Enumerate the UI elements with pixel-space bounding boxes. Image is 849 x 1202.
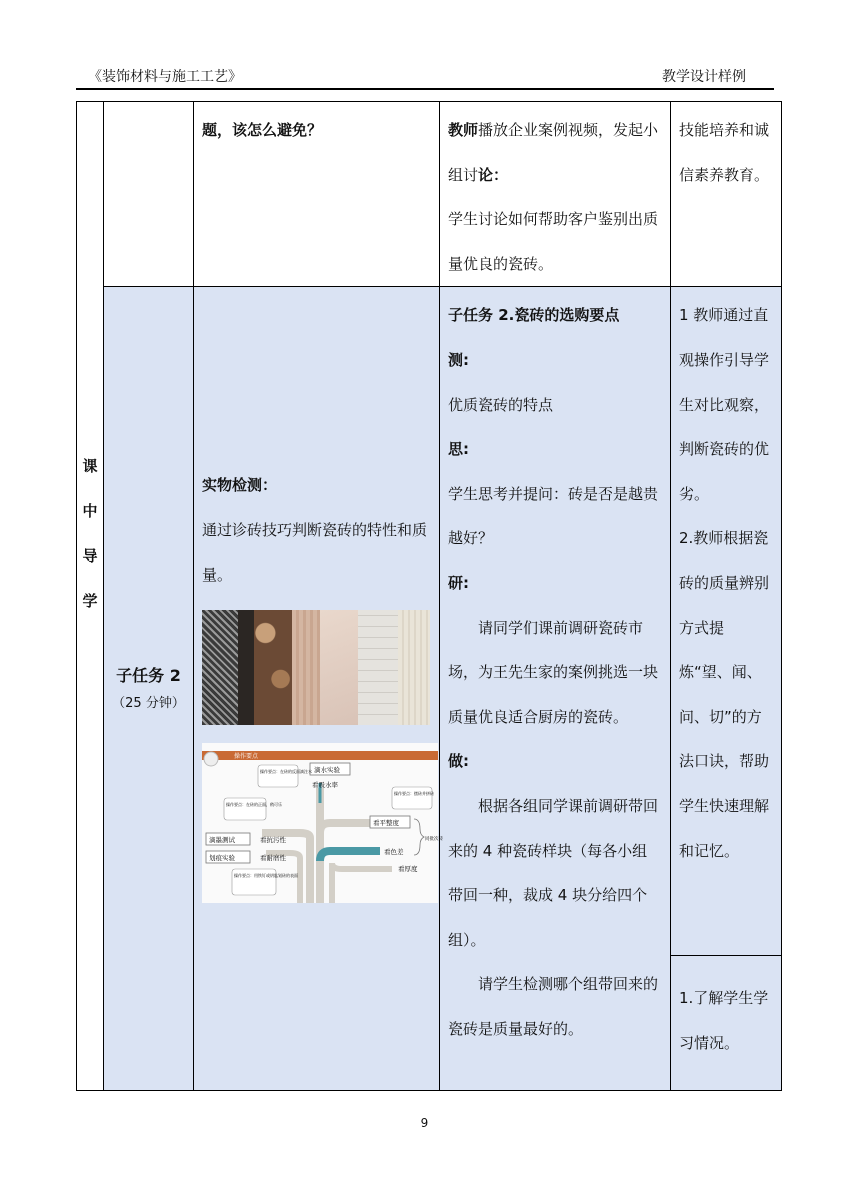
color-label: 看色差 <box>384 848 404 857</box>
intent-cell <box>671 956 782 1091</box>
phase-char: 导 <box>82 547 98 565</box>
branch-flat <box>320 823 370 833</box>
lesson-table <box>76 101 782 1091</box>
content-body: 通过诊砖技巧判断瓷砖的特性和质量。 <box>202 520 428 584</box>
branch-color <box>320 851 380 861</box>
activity-text: 教师播放企业案例视频，发起小组讨论： 学生讨论如何帮助客户鉴别出质量优良的瓷砖。 <box>448 121 659 273</box>
diagram-logo-icon <box>204 752 218 766</box>
activity-text: 子任务 2.瓷砖的选购要点 测: 优质瓷砖的特点 思: 学生思考并提问：砖是否是越贵越好？ 研: 请同学们课前调研瓷砖市场，为王先生家的案例挑选一块质量优良适合厨房的瓷砖。 做: 根据各组同学课前调研带回来的 4 种瓷砖样块（每各小组带回一种，裁成 4 块分给四个组）。 请学生检测哪个组带回来的瓷砖是质量最好的。 <box>448 306 659 1038</box>
subtask-cell-empty <box>104 102 194 287</box>
thick-label: 看厚度 <box>398 865 418 874</box>
content-text: 题，该怎么避免？ <box>202 121 323 139</box>
intent-cell <box>671 287 782 956</box>
header-rule <box>76 88 774 90</box>
tile-samples-photo <box>202 610 430 725</box>
flat-label: 看平整度 <box>373 819 399 828</box>
brace-label: 同批次砖 <box>425 837 443 843</box>
content-cell <box>194 287 443 1091</box>
drip-label: 滴水实验 <box>314 766 340 775</box>
intent-cell <box>671 102 782 287</box>
phase-char: 中 <box>82 502 98 520</box>
branch-thick <box>332 863 392 903</box>
intent-text: 1.了解学生学习情况。 <box>679 989 769 1052</box>
diagram-svg <box>202 743 443 903</box>
ink-label: 滴墨测试 <box>209 836 235 845</box>
wear-label: 看耐磨性 <box>260 854 286 863</box>
intent-text: 1 教师通过直观操作引导学生对比观察，判断瓷砖的优劣。 2.教师根据瓷砖的质量辨别方式提炼“望、闻、问、切”的方法口诀，帮助学生快速理解和记忆。 <box>679 306 770 860</box>
brace-icon <box>414 819 424 855</box>
subtask-title: 子任务 2 <box>116 665 181 685</box>
page-number: 9 <box>420 1116 429 1130</box>
doc-section: 教学设计样例 <box>662 69 746 85</box>
scratch-label: 划痕实验 <box>209 854 235 863</box>
activity-cell <box>440 287 671 1091</box>
intent-text: 技能培养和诚信素养教育。 <box>679 121 770 184</box>
table-row <box>77 102 782 287</box>
doc-title: 《装饰材料与施工工艺》 <box>88 69 242 85</box>
note2-text: 操作要点：在砖的正面，稍可乐 <box>226 802 282 808</box>
subtask-time: （25 分钟） <box>112 695 185 711</box>
diagram-header-text: 操作要点 <box>234 753 259 761</box>
phase-char: 学 <box>82 592 98 610</box>
note3-text: 操作要点：用铁钉或钥匙划砖的表面 <box>234 873 298 879</box>
phase-cell <box>77 102 104 1091</box>
content-cell <box>194 102 440 287</box>
content-title: 实物检测： <box>202 476 278 495</box>
table-row <box>77 287 782 956</box>
stain-label: 看抗污性 <box>260 836 286 845</box>
absorb-label: 看吸水率 <box>312 781 338 790</box>
inspection-diagram <box>202 743 443 903</box>
note1-text: 操作要点：在砖的反面滴注水 <box>260 769 312 775</box>
phase-char: 课 <box>82 457 98 475</box>
subtask-cell <box>104 287 194 1091</box>
activity-cell <box>440 102 671 287</box>
note4-text: 操作要点：摆砖并拼砖 <box>394 791 434 797</box>
